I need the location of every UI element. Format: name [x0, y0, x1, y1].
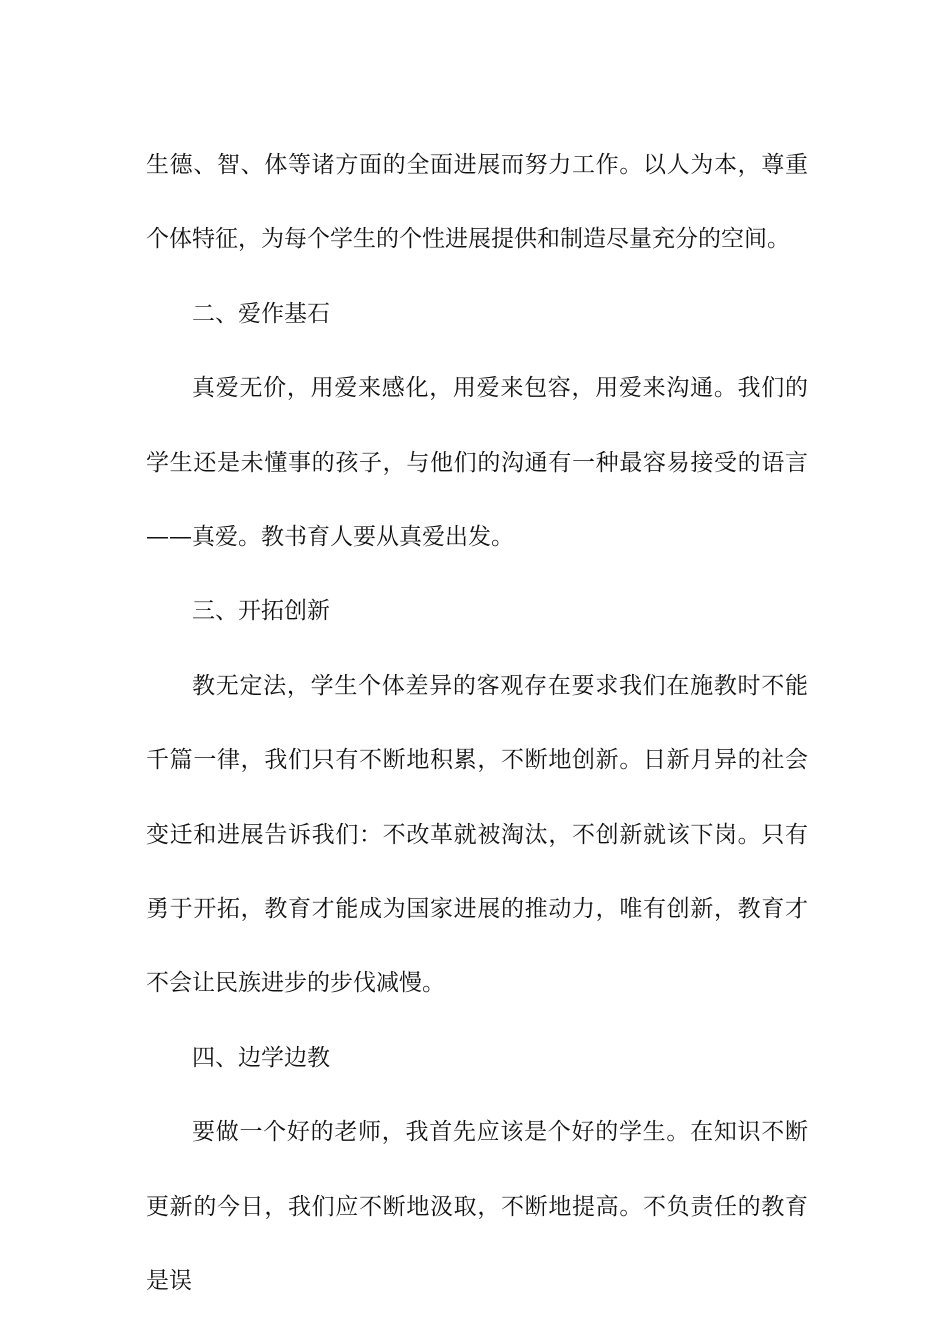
paragraph-learning: 要做一个好的老师，我首先应该是个好的学生。在知识不断更新的今日，我们应不断地汲取，不断地提高。不负责任的教育是误 [146, 1119, 808, 1295]
section-heading-2: 二、爱作基石 [192, 300, 330, 327]
paragraph-continuation: 生德、智、体等诸方面的全面进展而努力工作。以人为本，尊重个体特征，为每个学生的个性进展提供和制造尽量充分的空间。 [146, 152, 808, 253]
paragraph-love: 真爱无价，用爱来感化，用爱来包容，用爱来沟通。我们的学生还是未懂事的孩子，与他们的沟通有一种最容易接受的语言——真爱。教书育人要从真爱出发。 [146, 375, 808, 551]
paragraph-innovation: 教无定法，学生个体差异的客观存在要求我们在施教时不能千篇一律，我们只有不断地积累，不断地创新。日新月异的社会变迁和进展告诉我们：不改革就被淘汰，不创新就该下岗。只有勇于开拓，教育才能成为国家进展的推动力，唯有创新，教育才不会让民族进步的步伐减慢。 [146, 672, 808, 997]
document-body [146, 128, 808, 1319]
section-heading-4: 四、边学边教 [192, 1044, 330, 1071]
section-heading-3: 三、开拓创新 [192, 598, 330, 625]
